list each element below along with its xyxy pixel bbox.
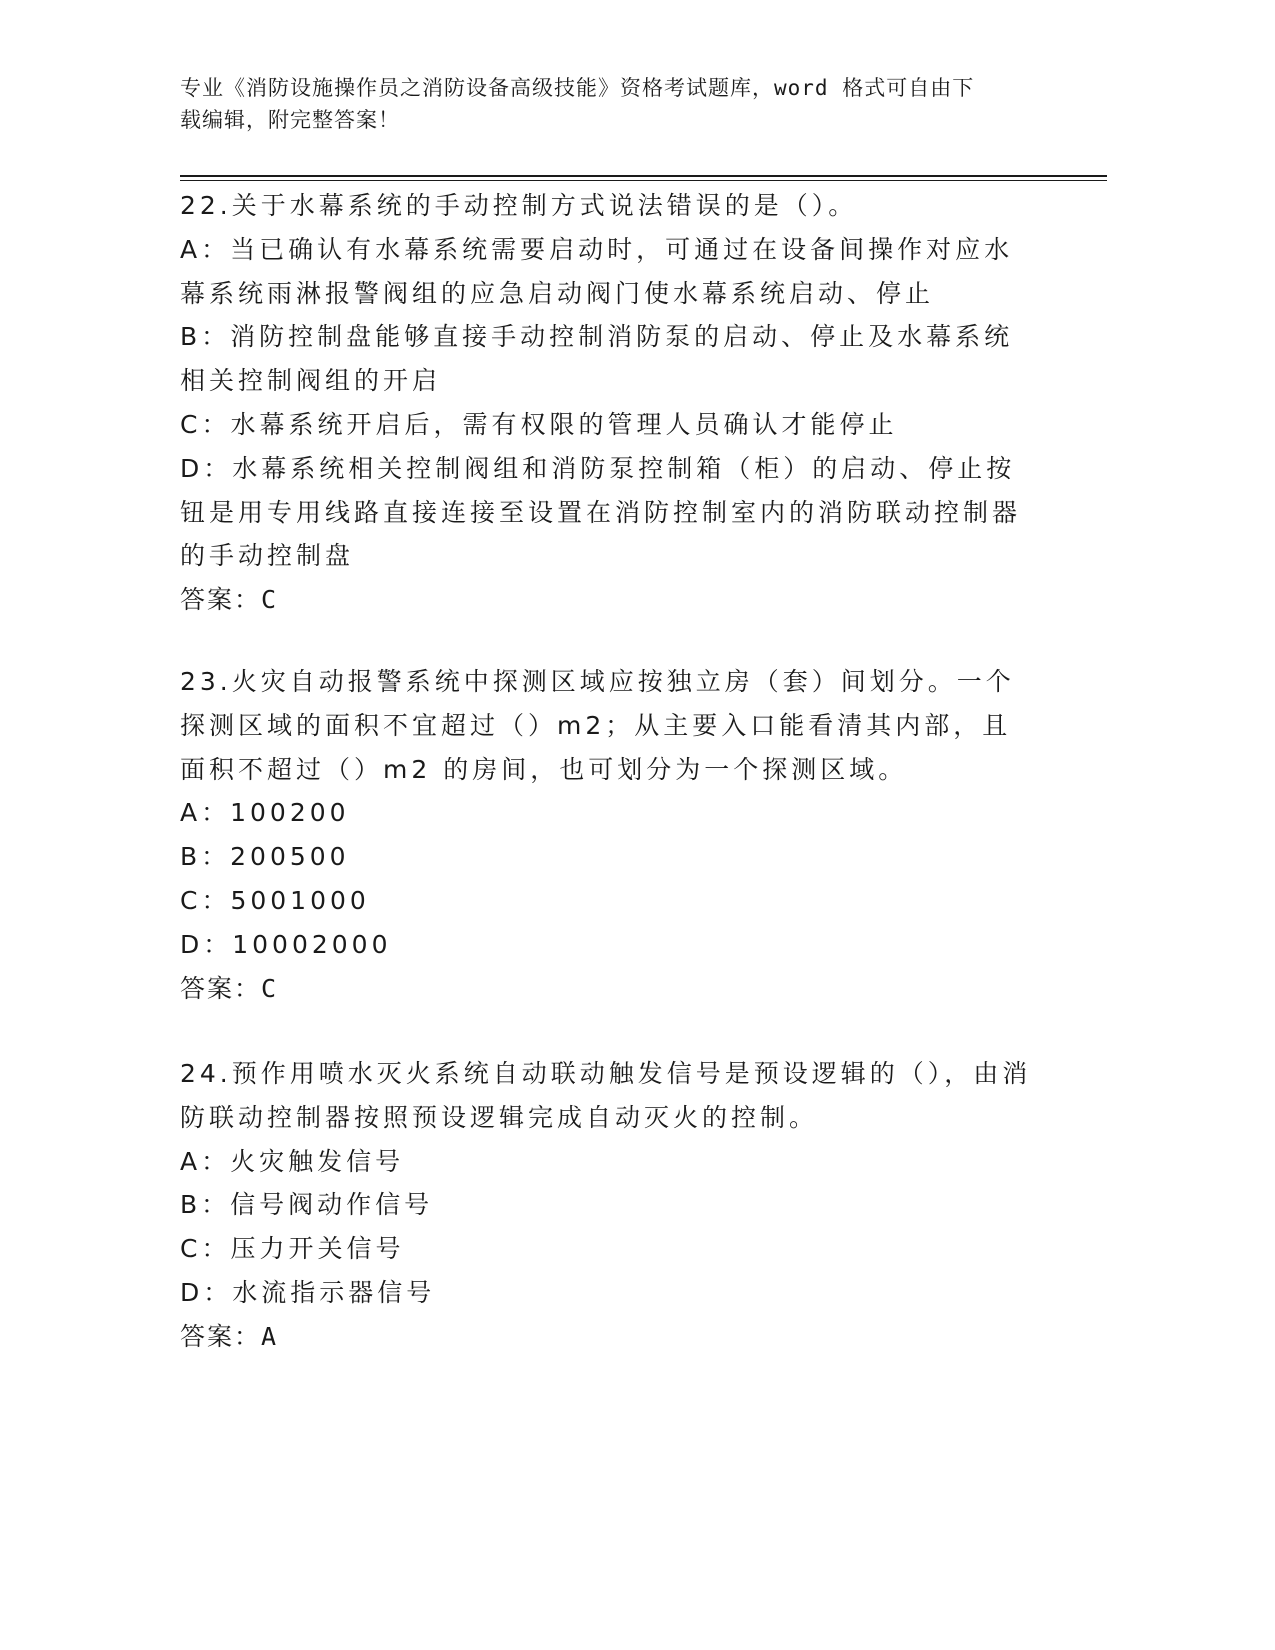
answer-line: 答案：C: [180, 585, 279, 615]
question-24: [180, 1052, 1040, 1359]
question-23: [180, 660, 1040, 1010]
header-line-1: 专业《消防设施操作员之消防设备高级技能》资格考试题库，word 格式可自由下: [180, 76, 975, 100]
option-d: D：水流指示器信号: [180, 1277, 436, 1307]
option-a: A：火灾触发信号: [180, 1146, 405, 1176]
question-stem: 24.预作用喷水灭火系统自动联动触发信号是预设逻辑的（），由消防联动控制器按照预设逻辑完成自动灭火的控制。: [180, 1059, 1032, 1132]
option-c: C：压力开关信号: [180, 1234, 405, 1264]
question-22: [180, 184, 1040, 622]
header-divider-thin: [180, 180, 1107, 181]
option-a: A：100200: [180, 798, 350, 828]
option-b: B：200500: [180, 842, 350, 872]
header-line-2: 载编辑，附完整答案！: [180, 108, 400, 132]
question-stem: 22.关于水幕系统的手动控制方式说法错误的是（）。: [180, 191, 858, 220]
option-d: D：10002000: [180, 929, 392, 959]
option-b: B：消防控制盘能够直接手动控制消防泵的启动、停止及水幕系统相关控制阀组的开启: [180, 322, 1014, 396]
option-c: C：5001000: [180, 885, 370, 915]
option-c: C：水幕系统开启后，需有权限的管理人员确认才能停止: [180, 409, 898, 439]
header-divider-thick: [180, 175, 1107, 177]
answer-line: 答案：A: [180, 1321, 279, 1351]
option-d: D：水幕系统相关控制阀组和消防泵控制箱（柜）的启动、停止按钮是用专用线路直接连接至设置在消防控制室内的消防联动控制器的手动控制盘: [180, 453, 1022, 571]
document-header: [180, 72, 1040, 136]
question-stem: 23.火灾自动报警系统中探测区域应按独立房（套）间划分。一个探测区域的面积不宜超过（）m2；从主要入口能看清其内部，且面积不超过（）m2 的房间，也可划分为一个探测区域。: [180, 667, 1015, 784]
answer-line: 答案：C: [180, 973, 279, 1003]
option-a: A：当已确认有水幕系统需要启动时，可通过在设备间操作对应水幕系统雨淋报警阀组的应急启动阀门使水幕系统启动、停止: [180, 234, 1014, 308]
option-b: B：信号阀动作信号: [180, 1190, 434, 1220]
